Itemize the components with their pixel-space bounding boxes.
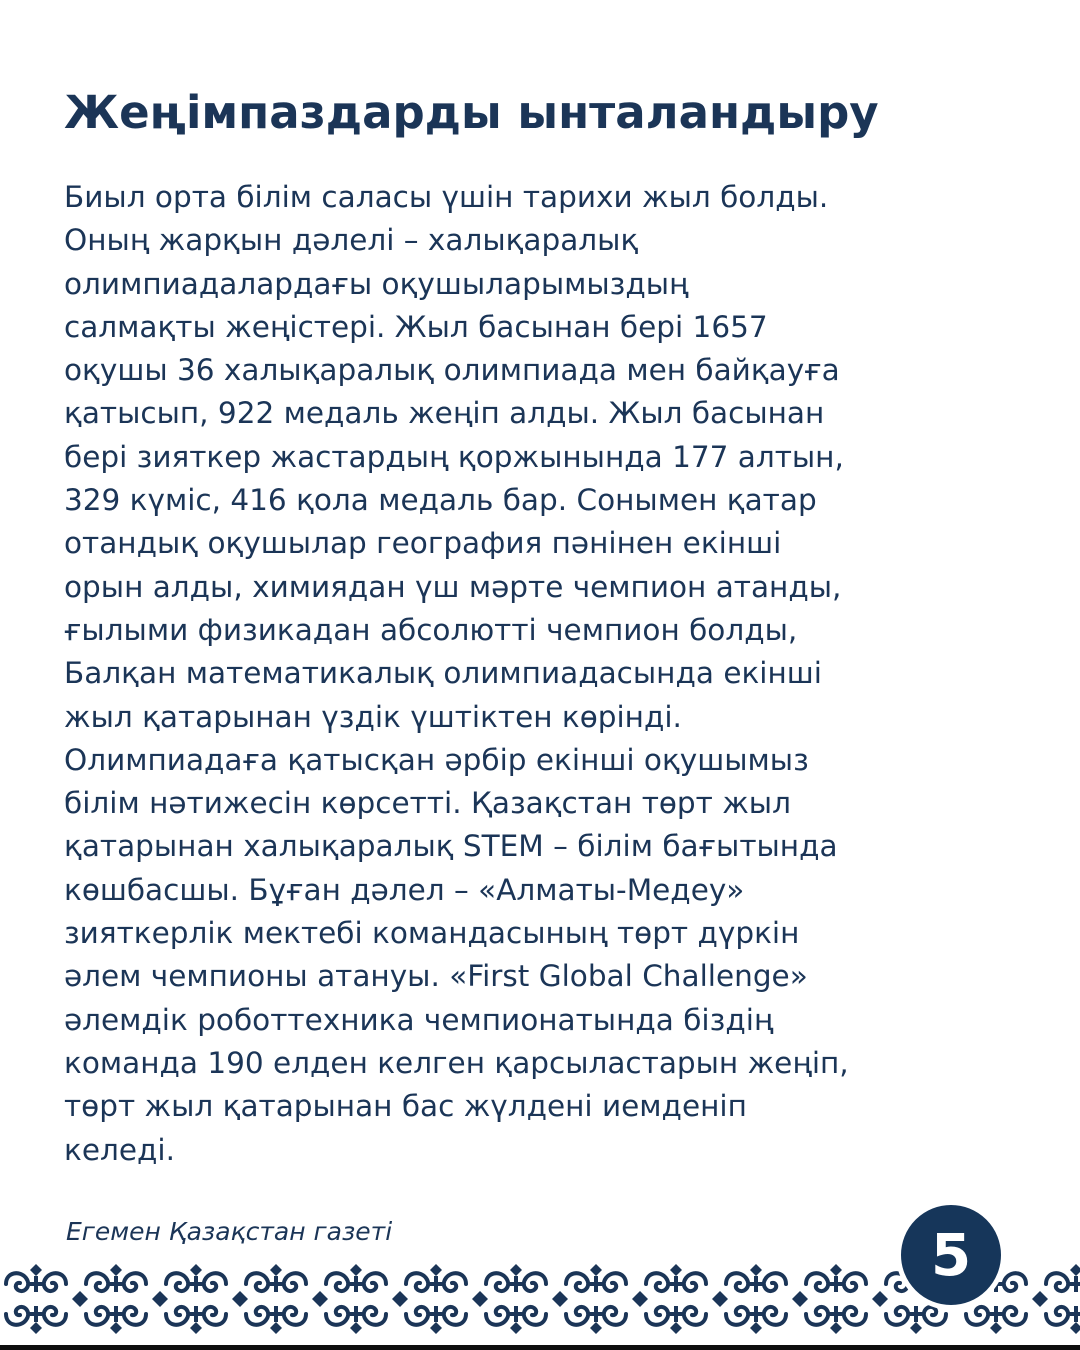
paragraph-line: Олимпиадаға қатысқан әрбір екінші оқушымыз: [64, 742, 809, 777]
paragraph-line: қатарынан халықаралық STEM – білім бағытында: [64, 829, 838, 864]
paragraph-line: келеді.: [64, 1132, 175, 1167]
page-title: Жеңімпаздарды ынталандыру: [64, 86, 879, 139]
paragraph-line: қатысып, 922 медаль жеңіп алды. Жыл басынан: [64, 396, 825, 431]
paragraph-line: Биыл орта білім саласы үшін тарихи жыл болды.: [64, 180, 829, 214]
bottom-divider: [0, 1345, 1080, 1350]
paragraph-line: бері зияткер жастардың қоржынында 177 алтын,: [64, 439, 844, 474]
paragraph-line: әлем чемпионы атануы. «First Global Challenge»: [64, 959, 808, 994]
paragraph-line: көшбасшы. Бұған дәлел – «Алматы-Медеу»: [64, 872, 745, 907]
paragraph-line: әлемдік роботтехника чемпионатында біздің: [64, 1002, 774, 1037]
article-paragraph: [64, 176, 1024, 1172]
paragraph-line: 329 күміс, 416 қола медаль бар. Сонымен қатар: [64, 483, 817, 518]
paragraph-line: орын алды, химиядан үш мәрте чемпион атанды,: [64, 569, 842, 604]
page-number: 5: [930, 1221, 972, 1289]
source-caption: Егемен Қазақстан газеті: [66, 1217, 393, 1246]
paragraph-line: оқушы 36 халықаралық олимпиада мен байқауға: [64, 353, 840, 388]
paragraph-line: команда 190 елден келген қарсыластарын жеңіп,: [64, 1045, 849, 1080]
paragraph-line: жыл қатарынан үздік үштіктен көрінді.: [64, 699, 682, 734]
paragraph-line: олимпиадалардағы оқушыларымыздың: [64, 266, 689, 301]
paragraph-line: салмақты жеңістері. Жыл басынан бері 1657: [64, 309, 768, 344]
paragraph-line: ғылыми физикадан абсолютті чемпион болды,: [64, 612, 798, 647]
paragraph-line: зияткерлік мектебі командасының төрт дүркін: [64, 916, 800, 951]
paragraph-line: Балқан математикалық олимпиадасында екінші: [64, 656, 822, 691]
paragraph-line: білім нәтижесін көрсетті. Қазақстан төрт жыл: [64, 786, 791, 821]
page-number-badge: [896, 1200, 1006, 1310]
paragraph-line: Оның жарқын дәлелі – халықаралық: [64, 223, 639, 258]
paragraph-line: отандық оқушылар география пәнінен екінші: [64, 526, 782, 561]
paragraph-line: төрт жыл қатарынан бас жүлдені иемденіп: [64, 1089, 747, 1124]
